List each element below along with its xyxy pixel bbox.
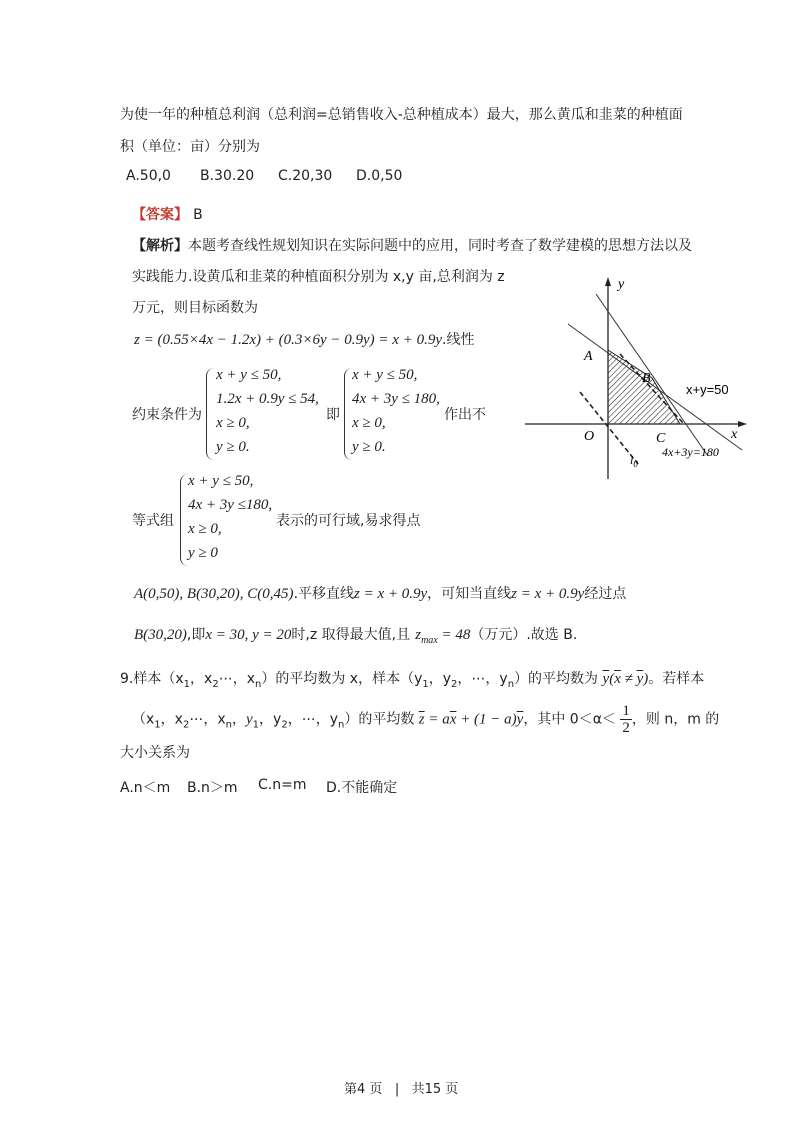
translate-b: ，可知当直线 [427, 586, 512, 602]
region-text: 表示的可行域,易求得点 [276, 513, 421, 529]
point-c-label: C [656, 431, 666, 446]
analysis-line2: 实践能力.设黄瓜和韭菜的种植面积分别为 x,y 亩,总利润为 z [132, 269, 505, 285]
question9-line1: 9.样本（$x_1$，$x_2\cdots$，$x_n$）的平均数为 x，样本（$y_1$，$y_2$，⋯，$y_n$）的平均数为 $\overline{y}(\overline{x} \ne \overline{y})$。若样本 [120, 671, 705, 690]
after-text: 作出不 [444, 407, 486, 423]
page-footer [344, 1078, 458, 1097]
q9-option-d: D.不能确定 [326, 780, 398, 796]
analysis-line1 [132, 235, 692, 255]
final-a: ,即 [186, 627, 206, 643]
line-eq-2: z = x + 0.9y [511, 586, 585, 602]
q9-option-a: A.n＜m [120, 780, 171, 796]
constraint-label: 约束条件为 [132, 407, 202, 423]
x-axis-label: x [731, 427, 738, 442]
question8-line2: 积（单位：亩）分别为 [120, 139, 260, 155]
system2-row-4: y ≥ 0. [352, 439, 386, 455]
line2-label: 4x+3y=180 [662, 445, 719, 459]
total-pages: 共15 页 [411, 1082, 459, 1097]
translate-c: 经过点 [584, 586, 627, 602]
line1-label: x+y=50 [686, 382, 729, 397]
system2-row-2: 4x + 3y ≤ 180, [352, 391, 440, 407]
zmax: $z_{max} = 48$ [415, 627, 471, 646]
footer-separator: | [394, 1082, 400, 1097]
answer-value: B [193, 207, 203, 223]
feasible-region-graph [520, 274, 755, 484]
option-c: C.20,30 [278, 168, 333, 184]
y-axis-label: y [618, 277, 625, 292]
system2-row-1: x + y ≤ 50, [352, 367, 418, 383]
brace-1 [206, 368, 215, 460]
system1-row-1: x + y ≤ 50, [216, 367, 282, 383]
system3-row-1: x + y ≤ 50, [188, 473, 254, 489]
mean-y-formula: $\overline{y}(\overline{x} \ne \overline{y})$ [602, 671, 649, 687]
system2-row-3: x ≥ 0, [352, 415, 386, 431]
question9-line2: （$x_1$，$x_2\cdots$，$x_n$，$y_1$，$y_2$，⋯，$y_n$）的平均数 $\overline{z} = a\overline{x} + (1 - a)\overline{y}$，其中 0＜α＜ $\frac{1}{2}$ ，则 n，m 的 [132, 703, 720, 736]
ineq-label: 等式组 [132, 513, 174, 529]
answer-line [132, 204, 203, 224]
final-eq: x = 30, y = 20 [205, 627, 292, 643]
final-line [134, 624, 577, 646]
q9-option-b: B.n＞m [187, 780, 238, 796]
analysis-text-1: 本题考查线性规划知识在实际问题中的应用，同时考查了数学建模的思想方法以及 [188, 238, 692, 254]
y-axis-arrow [605, 277, 611, 286]
option-a: A.50,0 [126, 168, 171, 184]
option-b: B.30.20 [200, 168, 255, 184]
question9-line3: 大小关系为 [120, 745, 190, 761]
final-b: 时,z 取得最大值,且 [291, 627, 411, 643]
points-line [134, 583, 626, 603]
option-d: D.0,50 [356, 168, 403, 184]
line-eq-1: z = x + 0.9y [354, 586, 428, 602]
objective-line [134, 329, 474, 349]
system3-row-3: x ≥ 0, [188, 521, 222, 537]
point-a-label: A [584, 349, 593, 364]
objective-formula: z = (0.55×4x − 1.2x) + (0.3×6y − 0.9y) = x + 0.9y [134, 332, 442, 348]
fraction-one-half: $\frac{1}{2}$ [622, 703, 630, 736]
q9-option-c: C.n=m [258, 777, 307, 793]
l0-label: $l_0$ [630, 453, 638, 469]
question8-line1: 为使一年的种植总利润（总利润=总销售收入-总种植成本）最大，那么黄瓜和韭菜的种植面 [120, 107, 683, 123]
mean-z-formula: $\overline{z} = a\overline{x} + (1 - a)\overline{y}$ [418, 711, 524, 728]
analysis-label: 【解析】 [132, 238, 188, 254]
system1-row-2: 1.2x + 0.9y ≤ 54, [216, 391, 319, 407]
mid-text: 即 [326, 407, 340, 423]
system1-row-4: y ≥ 0. [216, 439, 250, 455]
point-b-label: B [642, 371, 651, 386]
x-axis-arrow [738, 421, 747, 427]
origin-label: O [584, 429, 595, 444]
answer-label: 【答案】 [132, 207, 188, 223]
page-number: 第4 页 [344, 1082, 383, 1097]
translate-a: .平移直线 [293, 586, 355, 602]
system3-row-2: 4x + 3y ≤180, [188, 497, 273, 513]
final-point: B(30,20) [134, 627, 187, 643]
system1-row-3: x ≥ 0, [216, 415, 250, 431]
objective-suffix: .线性 [442, 332, 475, 348]
analysis-line3: 万元，则目标函数为 [132, 300, 258, 316]
system3-row-4: y ≥ 0 [188, 545, 218, 561]
final-c: （万元）.故选 B. [470, 627, 578, 643]
points: A(0,50), B(30,20), C(0,45) [134, 586, 294, 602]
